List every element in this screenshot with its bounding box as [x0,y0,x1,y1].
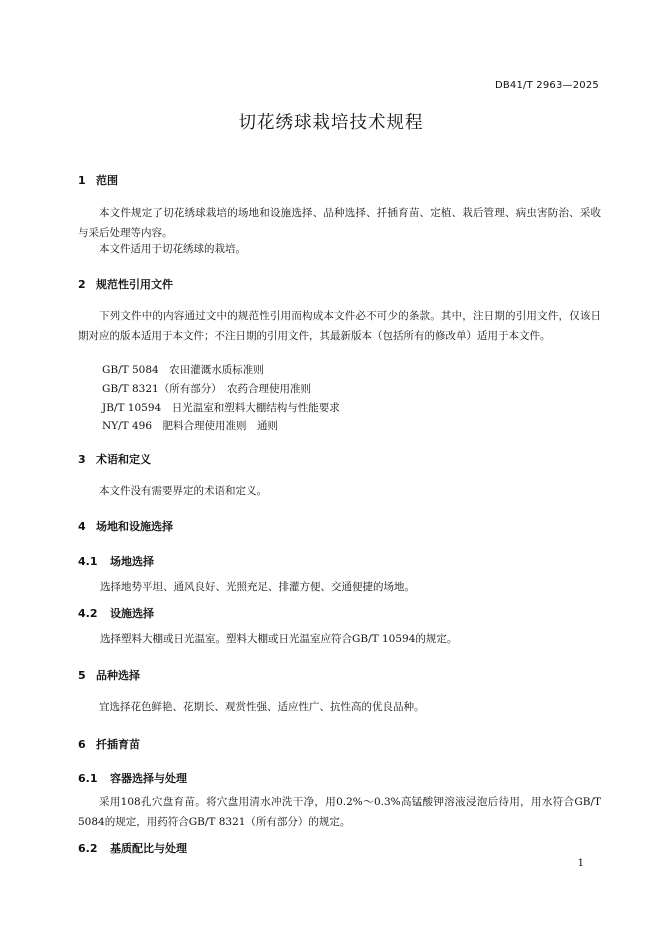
subsection-4-1-heading [78,553,154,569]
subsection-6-2-heading [78,840,187,856]
section-title: 场地和设施选择 [96,520,173,533]
section-3-heading [78,451,151,467]
section-title: 术语和定义 [96,453,151,466]
section-number: 5 [78,669,86,682]
section-5-heading [78,667,140,683]
section-number: 1 [78,174,86,187]
reference-item: GB/T 5084 农田灌溉水质标准则 [102,364,264,376]
section-2-heading [78,276,173,292]
section-title: 品种选择 [96,669,140,682]
subsection-title: 基质配比与处理 [110,842,187,855]
section-1-paragraph-1: 本文件规定了切花绣球栽培的场地和设施选择、品种选择、扦插育苗、定植、栽后管理、病虫害防治、采收与采后处理等内容。 [78,207,601,239]
subsection-title: 容器选择与处理 [110,772,187,785]
section-1-heading [78,172,118,188]
subsection-4-2-text: 选择塑料大棚或日光温室。塑料大棚或日光温室应符合GB/T 10594的规定。 [100,633,458,645]
reference-item: NY/T 496 肥料合理使用准则 通则 [102,420,279,432]
subsection-number: 4.1 [78,555,98,568]
subsection-number: 6.2 [78,842,98,855]
section-2-paragraph-1: 下列文件中的内容通过文中的规范性引用而构成本文件必不可少的条款。其中，注日期的引用文件，仅该日期对应的版本适用于本文件；不注日期的引用文件，其最新版本（包括所有的修改单）适用于本文件。 [78,310,601,342]
section-number: 3 [78,453,86,466]
section-title: 扦插育苗 [96,738,140,751]
section-number: 6 [78,738,86,751]
document-title: 切花绣球栽培技术规程 [238,113,424,133]
section-title: 规范性引用文件 [96,278,173,291]
subsection-4-2-heading [78,605,154,621]
section-number: 4 [78,520,86,533]
reference-item: JB/T 10594 日光温室和塑料大棚结构与性能要求 [102,402,340,414]
subsection-4-1-text: 选择地势平坦、通风良好、光照充足、排灌方便、交通便捷的场地。 [100,581,415,593]
section-5-paragraph-1: 宜选择花色鲜艳、花期长、观赏性强、适应性广、抗性高的优良品种。 [99,701,425,713]
section-3-paragraph-1: 本文件没有需要界定的术语和定义。 [99,485,267,497]
subsection-number: 6.1 [78,772,98,785]
subsection-6-1-text: 采用108孔穴盘育苗。将穴盘用清水冲洗干净，用0.2%～0.3%高锰酸钾溶液浸泡后待用，用水符合GB/T 5084的规定，用药符合GB/T 8321（所有部分）的规定。 [78,796,601,828]
page-number: 1 [577,858,584,869]
document-number: DB41/T 2963—2025 [494,80,599,91]
subsection-6-1-heading [78,770,187,786]
subsection-title: 设施选择 [110,607,154,620]
subsection-title: 场地选择 [110,555,154,568]
section-4-heading [78,518,173,534]
subsection-number: 4.2 [78,607,98,620]
section-title: 范围 [96,174,118,187]
section-6-heading [78,736,140,752]
section-1-paragraph-2: 本文件适用于切花绣球的栽培。 [99,243,246,255]
reference-item: GB/T 8321（所有部分） 农药合理使用准则 [102,383,311,395]
section-number: 2 [78,278,86,291]
